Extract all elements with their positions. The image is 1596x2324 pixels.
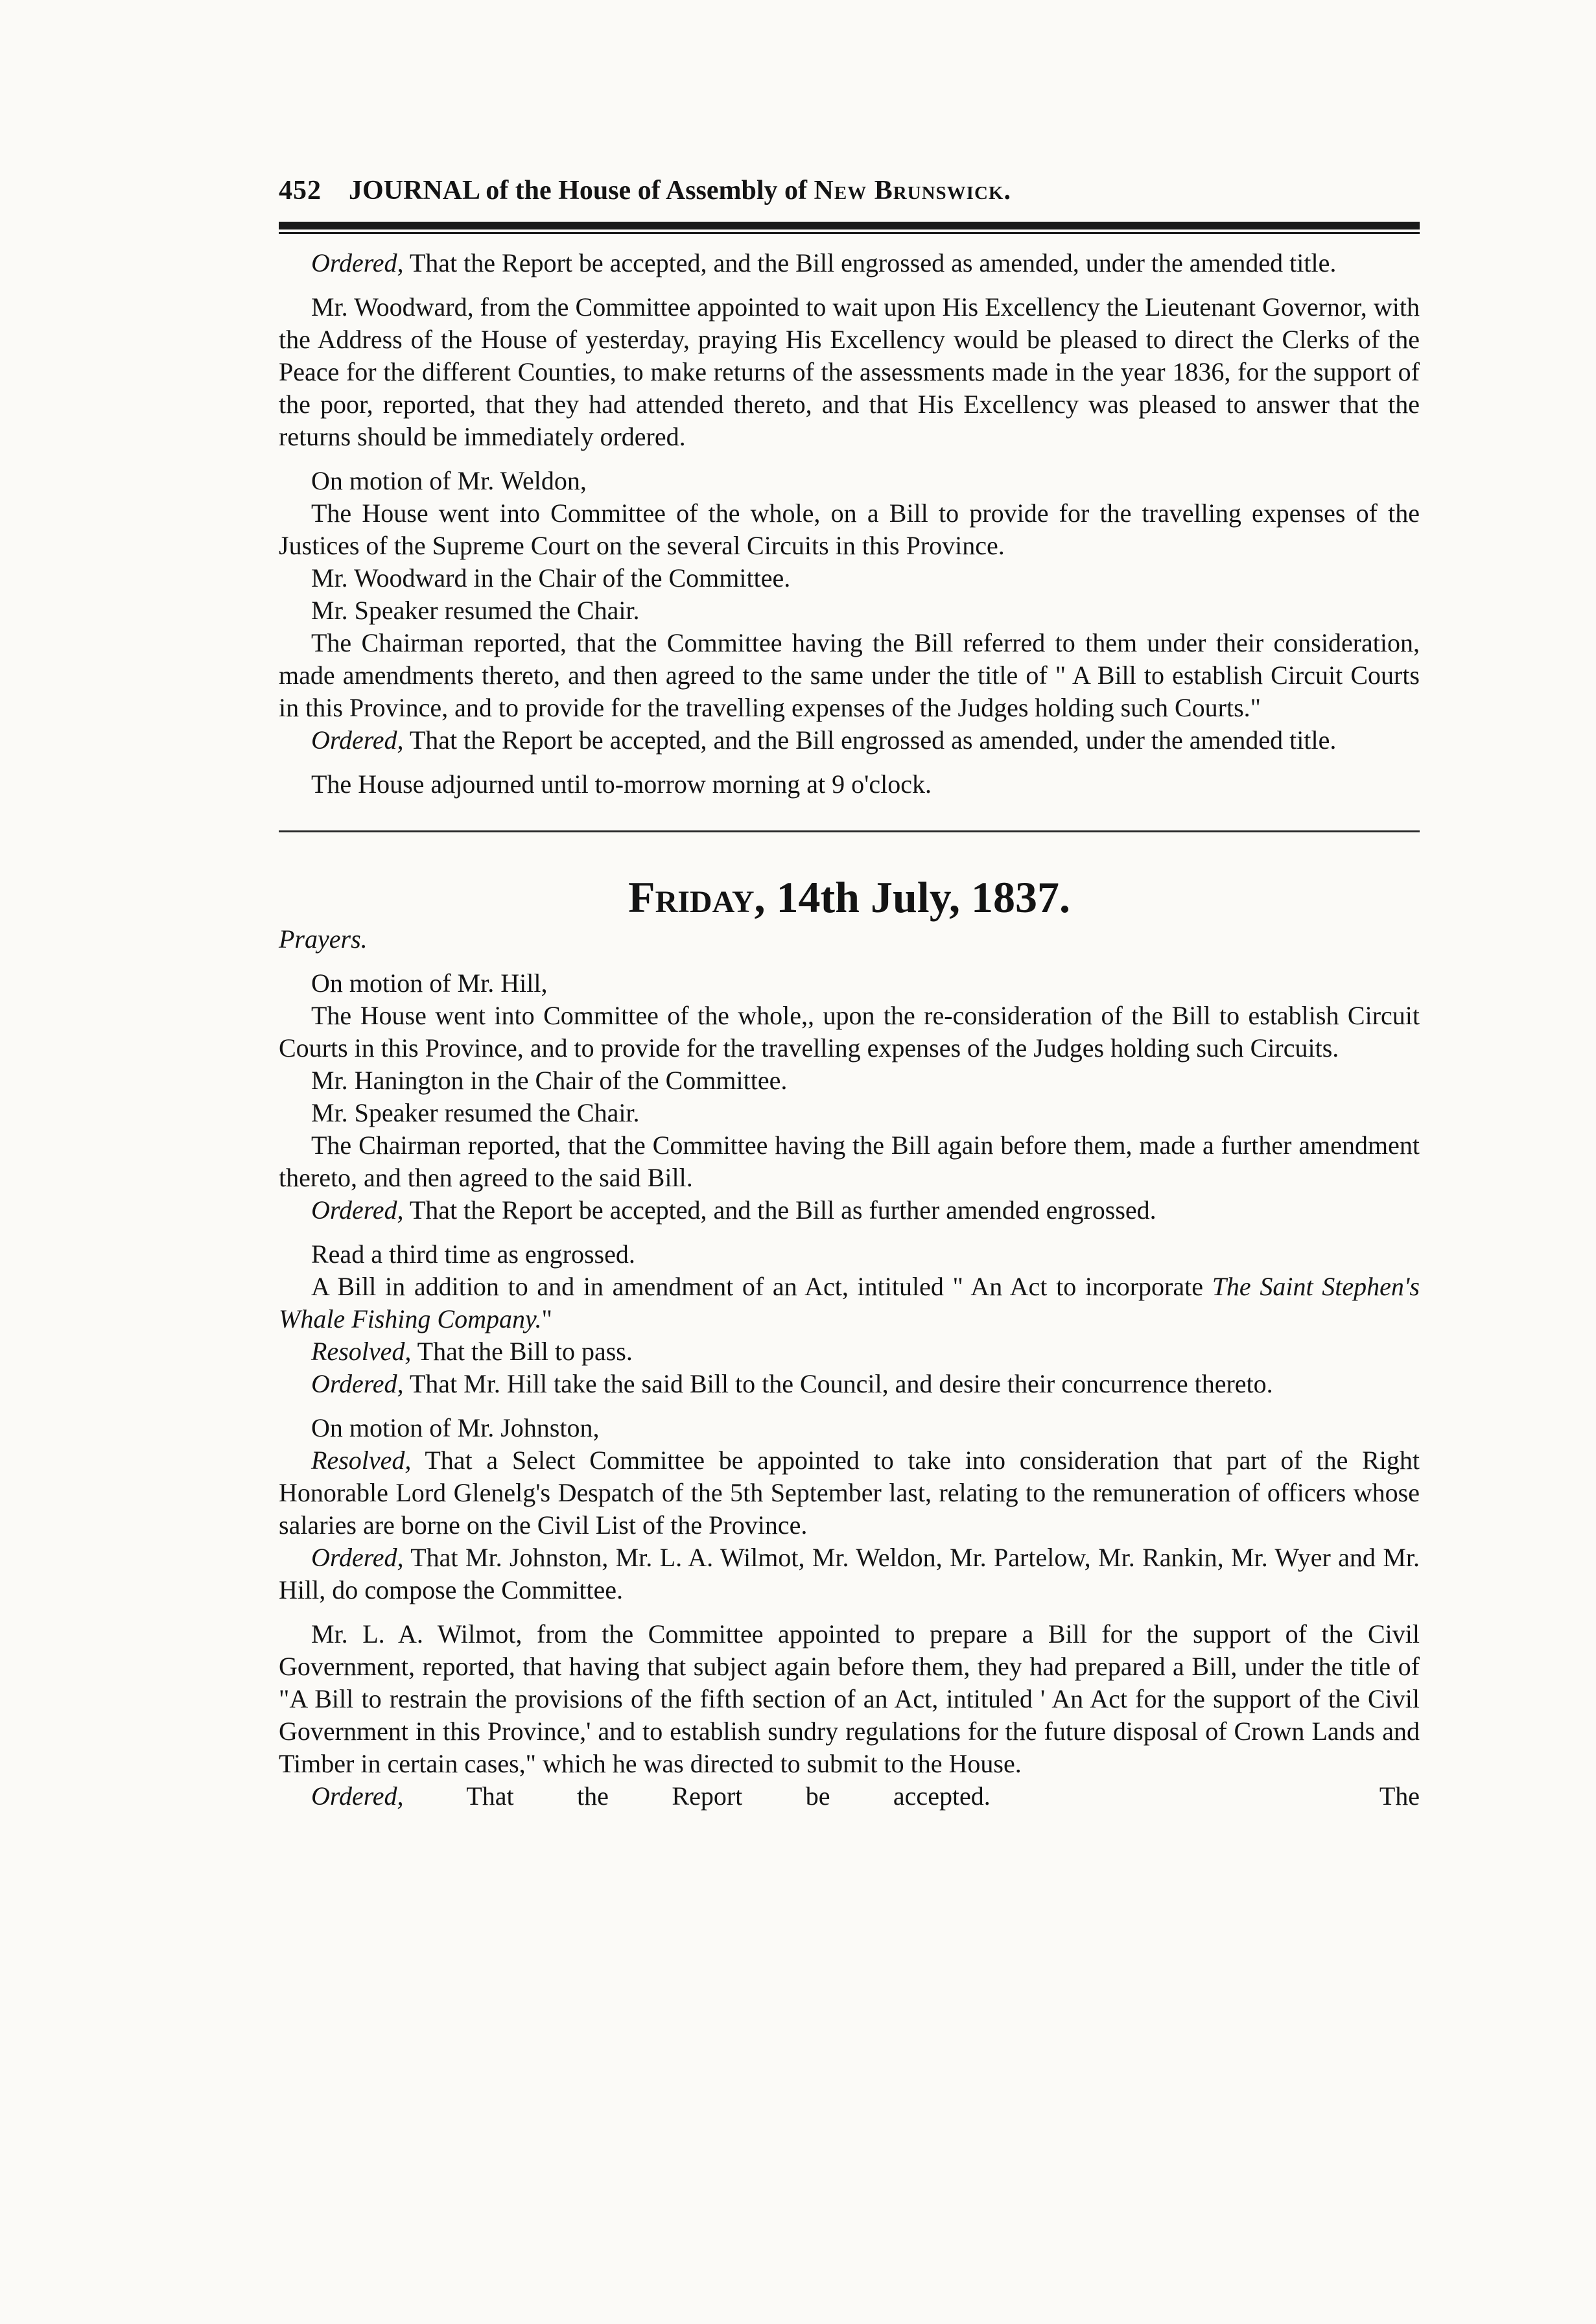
paragraph-text: That a Select Committee be appointed to take into consideration that part of the Right Honorable Lord Glenelg's Despatch of the 5th September last, relating to the remuneration of officers whose salaries are borne on the Civil List of the Province. — [279, 1446, 1420, 1540]
paragraph — [279, 1542, 1420, 1606]
paragraph — [279, 291, 1420, 453]
paragraph — [279, 1064, 1420, 1097]
paragraph — [279, 594, 1420, 627]
paragraph — [279, 724, 1420, 757]
paragraph-text: Mr. L. A. Wilmot, from the Committee appointed to prepare a Bill for the support of the Civil Government, reported, that having that subject again before them, they had prepared a Bill, under the title of "A Bill to restrain the provisions of the fifth section of an Act, intituled ' An Act for the support of the Civil Government in this Province,' and to establish sundry regulations for the future disposal of Crown Lands and Timber in certain cases," which he was directed to submit to the House. — [279, 1619, 1420, 1778]
title-province: New Brunswick. — [814, 176, 1011, 205]
lead-word: Resolved, — [311, 1446, 412, 1475]
paragraph — [279, 1129, 1420, 1194]
paragraph-text: That the Report be accepted, and the Bill engrossed as amended, under the amended title. — [403, 248, 1337, 277]
paragraph — [279, 1194, 1420, 1227]
lead-word: Ordered, — [311, 1195, 404, 1225]
paragraph-text: Mr. Woodward in the Chair of the Committee. — [311, 563, 791, 593]
lead-word: Ordered, — [311, 248, 404, 277]
day-heading — [279, 871, 1420, 923]
paragraph-text: The Chairman reported, that the Committee having the Bill again before them, made a further amendment thereto, and then agreed to the said Bill. — [279, 1131, 1420, 1192]
quote-close: " — [541, 1304, 552, 1333]
running-header — [279, 175, 1420, 206]
lead-word: Ordered, — [311, 1543, 404, 1572]
paragraph-text: The House went into Committee of the whole,, upon the re-consideration of the Bill to establish Circuit Courts in this Province, and to provide for the travelling expenses of the Judges holding such Circuits. — [279, 1001, 1420, 1062]
title-rest: of the House of Assembly of — [486, 176, 808, 205]
paragraph-text: That the Report be accepted, and the Bill as further amended engrossed. — [403, 1195, 1156, 1225]
paragraph — [279, 1271, 1420, 1335]
paragraph-text: The Chairman reported, that the Committee having the Bill referred to them under their consideration, made amendments thereto, and then agreed to the same under the title of " A Bill to establish Circuit Courts in this Province, and to provide for the travelling expenses of the Judges holding such Courts." — [279, 628, 1420, 722]
paragraph-text: Mr. Woodward, from the Committee appointed to wait upon His Excellency the Lieutenant Governor, with the Address of the House of yesterday, praying His Excellency would be pleased to direct the Clerks of the Peace for the different Counties, to make returns of the assessments made in the year 1836, for the support of the poor, reported, that they had attended thereto, and that His Excellency was pleased to answer that the returns should be immediately ordered. — [279, 292, 1420, 451]
catchword: The — [1379, 1781, 1420, 1811]
paragraph — [279, 1412, 1420, 1444]
paragraph — [279, 497, 1420, 562]
paragraph-text: Mr. Speaker resumed the Chair. — [311, 1098, 640, 1127]
paragraph-text: Mr. Speaker resumed the Chair. — [311, 596, 640, 625]
lead-word: Ordered, — [311, 1781, 404, 1811]
lead-word: Ordered, — [311, 1369, 404, 1398]
prayers-label: Prayers. — [279, 924, 368, 954]
running-title — [349, 175, 1011, 206]
paragraph — [279, 465, 1420, 497]
journal-page — [279, 175, 1420, 1813]
header-rule-thin — [279, 232, 1420, 234]
paragraph-text: That Mr. Hill take the said Bill to the Council, and desire their concurrence thereto. — [403, 1369, 1273, 1398]
paragraph — [279, 1368, 1420, 1400]
paragraph — [279, 967, 1420, 1000]
paragraph — [279, 1097, 1420, 1129]
paragraph — [279, 1618, 1420, 1780]
paragraph-text: That the Bill to pass. — [411, 1337, 633, 1366]
paragraph — [279, 1335, 1420, 1368]
paragraph — [279, 768, 1420, 801]
paragraph — [279, 1444, 1420, 1542]
paragraph — [279, 1238, 1420, 1271]
lead-word: Ordered, — [311, 725, 404, 755]
lead-word: Resolved, — [311, 1337, 412, 1366]
paragraph — [279, 627, 1420, 724]
paragraph-text: The House adjourned until to-morrow morning at 9 o'clock. — [311, 769, 932, 799]
company-name: The Saint Stephen's Whale Fishing Company. — [279, 1272, 1420, 1333]
paragraph — [279, 562, 1420, 594]
paragraph-text: Mr. Hanington in the Chair of the Committee. — [311, 1066, 788, 1095]
paragraph-text: Read a third time as engrossed. — [311, 1239, 635, 1269]
paragraph — [279, 247, 1420, 279]
paragraph-text: That the Report be accepted. — [403, 1781, 991, 1811]
paragraph-text: The House went into Committee of the whole, on a Bill to provide for the travelling expenses of the Justices of the Supreme Court on the several Circuits in this Province. — [279, 499, 1420, 560]
header-rule-thick — [279, 222, 1420, 229]
paragraph — [279, 1780, 1420, 1813]
paragraph-text: That the Report be accepted, and the Bill engrossed as amended, under the amended title. — [403, 725, 1337, 755]
paragraph-text: On motion of Mr. Hill, — [311, 968, 548, 998]
page-number: 452 — [279, 176, 322, 205]
paragraph-text: On motion of Mr. Johnston, — [311, 1413, 600, 1442]
paragraph — [279, 1000, 1420, 1064]
day-date: 14th July, 1837. — [776, 873, 1070, 922]
paragraph-text: That Mr. Johnston, Mr. L. A. Wilmot, Mr. Weldon, Mr. Partelow, Mr. Rankin, Mr. Wyer and Mr. Hill, do compose the Committee. — [279, 1543, 1420, 1604]
paragraph-text: A Bill in addition to and in amendment of an Act, intituled " An Act to incorporate — [311, 1272, 1212, 1301]
section-rule — [279, 830, 1420, 832]
paragraph-text: On motion of Mr. Weldon, — [311, 466, 587, 495]
day-name: Friday, — [628, 873, 766, 922]
title-journal: JOURNAL — [349, 176, 479, 205]
